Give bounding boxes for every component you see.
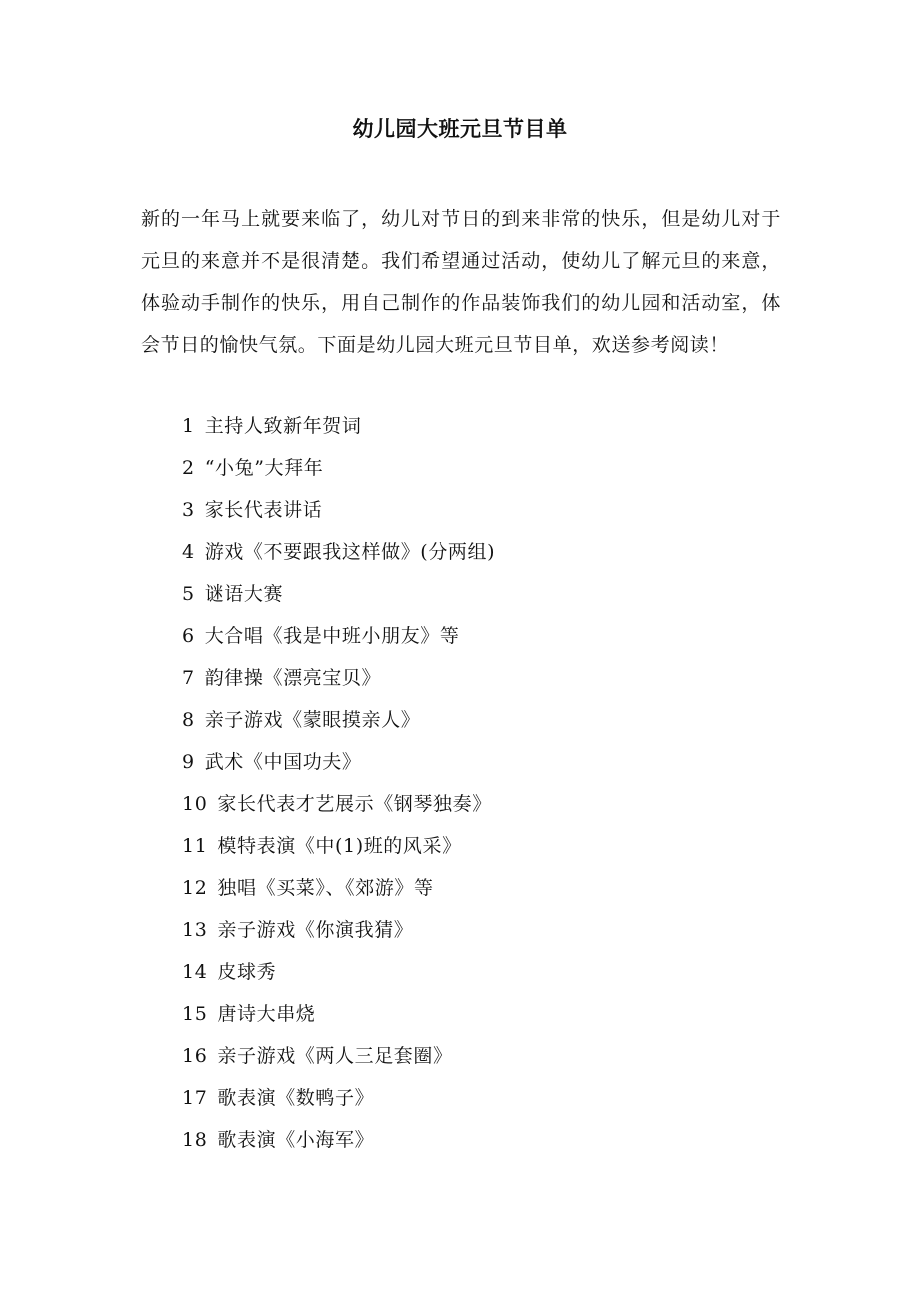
program-item-number: 6 [182, 625, 195, 647]
intro-paragraph: 新的一年马上就要来临了，幼儿对节日的到来非常的快乐，但是幼儿对于元旦的来意并不是很清楚。我们希望通过活动，使幼儿了解元旦的来意，体验动手制作的快乐，用自己制作的作品装饰我们的幼儿园和活动室，体会节日的愉快气氛。下面是幼儿园大班元旦节目单，欢送参考阅读！ [141, 208, 781, 356]
program-item [182, 615, 782, 657]
program-item-number: 9 [182, 751, 195, 773]
program-item-text: 家长代表讲话 [204, 499, 323, 521]
program-item-text: 韵律操《漂亮宝贝》 [204, 667, 382, 689]
program-item [182, 741, 782, 783]
program-item-text: 家长代表才艺展示《钢琴独奏》 [217, 793, 492, 815]
program-item [182, 699, 782, 741]
program-item [182, 1119, 782, 1161]
program-item-number: 8 [182, 709, 195, 731]
program-item-number: 7 [182, 667, 195, 689]
program-item [182, 825, 782, 867]
program-item-number: 15 [182, 1003, 208, 1025]
program-item [182, 909, 782, 951]
program-item-text: 亲子游戏《两人三足套圈》 [217, 1045, 453, 1067]
program-item [182, 993, 782, 1035]
program-item-text: 歌表演《小海军》 [217, 1129, 375, 1151]
program-item [182, 783, 782, 825]
program-item-text: 武术《中国功夫》 [204, 751, 362, 773]
program-item-text: “小兔”大拜年 [204, 457, 324, 479]
program-item-text: 歌表演《数鸭子》 [217, 1087, 375, 1109]
program-item [182, 951, 782, 993]
program-item [182, 447, 782, 489]
program-item-number: 17 [182, 1087, 208, 1109]
program-item-text: 独唱《买菜》、《郊游》等 [217, 877, 434, 899]
program-item-number: 5 [182, 583, 195, 605]
program-list [182, 405, 782, 1161]
program-item-text: 游戏《不要跟我这样做》(分两组) [204, 541, 496, 563]
program-item-text: 唐诗大串烧 [217, 1003, 316, 1025]
program-item-number: 4 [182, 541, 195, 563]
program-item-number: 2 [182, 457, 195, 479]
program-item-number: 14 [182, 961, 208, 983]
program-item-text: 亲子游戏《你演我猜》 [217, 919, 414, 941]
program-item-text: 谜语大赛 [204, 583, 284, 605]
program-item [182, 657, 782, 699]
program-item [182, 1035, 782, 1077]
program-item-number: 1 [182, 415, 195, 437]
program-item-number: 18 [182, 1129, 208, 1151]
program-item-text: 皮球秀 [217, 961, 277, 983]
program-item [182, 1077, 782, 1119]
program-item-number: 16 [182, 1045, 208, 1067]
program-item-text: 模特表演《中(1)班的风采》 [217, 835, 462, 857]
document-title: 幼儿园大班元旦节目单 [352, 116, 568, 141]
program-item [182, 867, 782, 909]
program-item-number: 3 [182, 499, 195, 521]
program-item [182, 573, 782, 615]
program-item-number: 12 [182, 877, 208, 899]
program-item [182, 531, 782, 573]
program-item-number: 10 [182, 793, 208, 815]
program-item-text: 大合唱《我是中班小朋友》等 [204, 625, 460, 647]
program-item-number: 13 [182, 919, 208, 941]
program-item [182, 489, 782, 531]
program-item [182, 405, 782, 447]
program-item-number: 11 [182, 835, 208, 857]
program-item-text: 主持人致新年贺词 [204, 415, 362, 437]
program-item-text: 亲子游戏《蒙眼摸亲人》 [204, 709, 421, 731]
